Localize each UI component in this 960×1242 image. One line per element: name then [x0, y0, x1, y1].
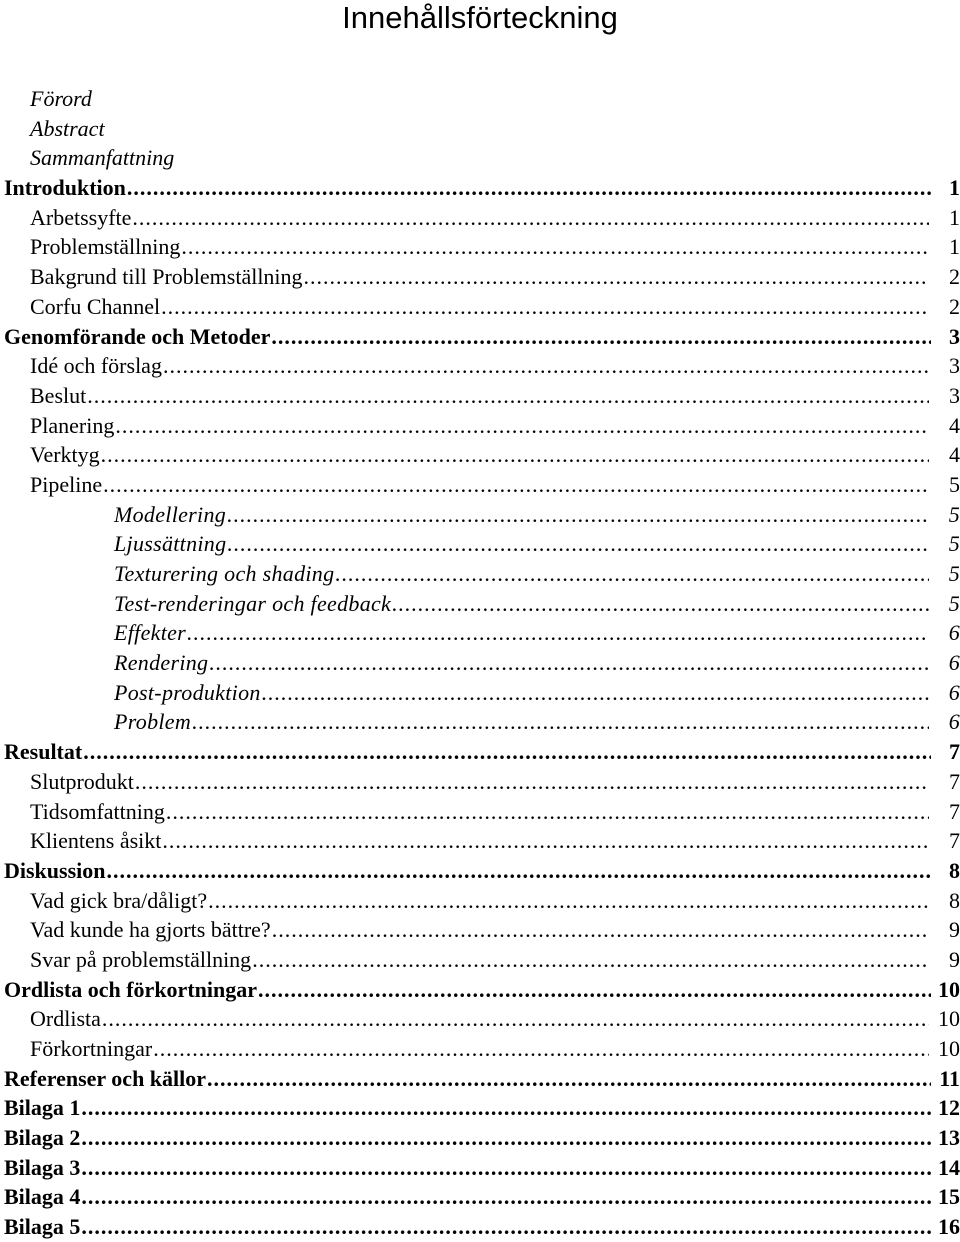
toc-subsection-entry[interactable] — [0, 618, 960, 648]
toc-page-number: 3 — [949, 382, 960, 408]
toc-page-number: 1 — [949, 175, 960, 201]
toc-dot-leader — [81, 1123, 931, 1153]
toc-chapter-entry[interactable] — [0, 1153, 960, 1183]
toc-section-entry[interactable] — [0, 945, 960, 975]
toc-entry-label: Klientens åsikt — [30, 828, 162, 854]
toc-entry-label: Test-renderingar och feedback — [114, 590, 392, 616]
toc-dot-leader — [101, 440, 929, 470]
toc-entry-label: Idé och förslag — [30, 353, 162, 379]
toc-dot-leader — [161, 292, 929, 322]
toc-dot-leader — [115, 411, 929, 441]
toc-entry-label: Sammanfattning — [30, 145, 175, 171]
toc-dot-leader — [107, 856, 931, 886]
toc-entry-label: Corfu Channel — [30, 293, 161, 319]
toc-section-entry[interactable] — [0, 232, 960, 262]
toc-dot-leader — [192, 707, 929, 737]
toc-section-entry[interactable] — [0, 440, 960, 470]
toc-page-number: 2 — [949, 293, 960, 319]
toc-entry-label: Rendering — [114, 650, 209, 676]
toc-page-number: 4 — [949, 412, 960, 438]
toc-page-number: 10 — [938, 1006, 960, 1032]
toc-page-number: 6 — [948, 620, 960, 646]
toc-chapter-entry[interactable] — [0, 173, 960, 203]
toc-entry-label: Tidsomfattning — [30, 798, 165, 824]
toc-entry-label: Ljussättning — [114, 531, 227, 557]
toc-page-number: 8 — [949, 887, 960, 913]
toc-dot-leader — [304, 262, 929, 292]
toc-page-number: 7 — [949, 739, 960, 765]
toc-entry-label: Bilaga 4 — [4, 1184, 81, 1210]
toc-section-entry[interactable] — [0, 915, 960, 945]
toc-dot-leader — [103, 470, 929, 500]
toc-section-entry[interactable] — [0, 381, 960, 411]
toc-entry-label: Referenser och källor — [4, 1065, 207, 1091]
toc-page-number: 9 — [949, 917, 960, 943]
toc-page-number: 6 — [948, 650, 960, 676]
toc-page-number: 4 — [949, 442, 960, 468]
toc-page-number: 5 — [948, 501, 960, 527]
toc-dot-leader — [392, 589, 929, 619]
toc-page-number: 8 — [949, 857, 960, 883]
toc-section-entry[interactable] — [0, 411, 960, 441]
toc-page-number: 3 — [949, 353, 960, 379]
toc-entry-label: Bilaga 3 — [4, 1154, 81, 1180]
table-of-contents — [0, 84, 960, 1242]
toc-dot-leader — [162, 826, 929, 856]
toc-entry-label: Resultat — [4, 739, 83, 765]
toc-front-matter-item[interactable] — [0, 84, 960, 114]
toc-page-number: 3 — [949, 323, 960, 349]
toc-dot-leader — [187, 618, 929, 648]
toc-section-entry[interactable] — [0, 292, 960, 322]
toc-section-entry[interactable] — [0, 826, 960, 856]
toc-chapter-entry[interactable] — [0, 737, 960, 767]
toc-page-number: 14 — [938, 1154, 960, 1180]
toc-page-number: 12 — [938, 1095, 960, 1121]
toc-entry-label: Bilaga 1 — [4, 1095, 81, 1121]
toc-dot-leader — [127, 173, 931, 203]
toc-dot-leader — [81, 1182, 931, 1212]
toc-page-number: 16 — [938, 1214, 960, 1240]
toc-front-matter-item[interactable] — [0, 143, 960, 173]
toc-dot-leader — [208, 886, 929, 916]
toc-entry-label: Ordlista — [30, 1006, 101, 1032]
toc-entry-label: Svar på problemställning — [30, 946, 252, 972]
toc-dot-leader — [166, 797, 929, 827]
toc-dot-leader — [227, 529, 929, 559]
toc-page-number: 5 — [948, 531, 960, 557]
toc-dot-leader — [271, 322, 931, 352]
toc-dot-leader — [262, 678, 929, 708]
toc-dot-leader — [258, 975, 931, 1005]
toc-entry-label: Modellering — [114, 501, 227, 527]
toc-entry-label: Problem — [114, 709, 192, 735]
toc-front-matter-item[interactable] — [0, 114, 960, 144]
toc-page-number: 15 — [938, 1184, 960, 1210]
toc-section-entry[interactable] — [0, 1004, 960, 1034]
toc-page-number: 7 — [949, 828, 960, 854]
toc-subsection-entry[interactable] — [0, 559, 960, 589]
toc-chapter-entry[interactable] — [0, 975, 960, 1005]
toc-dot-leader — [335, 559, 929, 589]
toc-chapter-entry[interactable] — [0, 1064, 960, 1094]
toc-dot-leader — [163, 351, 929, 381]
toc-entry-label: Vad gick bra/dåligt? — [30, 887, 208, 913]
toc-section-entry[interactable] — [0, 797, 960, 827]
toc-page-number: 1 — [949, 234, 960, 260]
toc-section-entry[interactable] — [0, 886, 960, 916]
toc-subsection-entry[interactable] — [0, 529, 960, 559]
toc-subsection-entry[interactable] — [0, 678, 960, 708]
toc-dot-leader — [135, 767, 929, 797]
toc-section-entry[interactable] — [0, 767, 960, 797]
toc-entry-label: Texturering och shading — [114, 561, 335, 586]
toc-subsection-entry[interactable] — [0, 589, 960, 619]
toc-section-entry[interactable] — [0, 203, 960, 233]
toc-dot-leader — [252, 945, 929, 975]
toc-subsection-entry[interactable] — [0, 648, 960, 678]
toc-page-number: 6 — [948, 679, 960, 705]
toc-dot-leader — [209, 648, 929, 678]
toc-entry-label: Introduktion — [4, 175, 126, 201]
toc-page-number: 13 — [938, 1125, 960, 1151]
toc-entry-label: Genomförande och Metoder — [4, 323, 271, 349]
toc-section-entry[interactable] — [0, 1034, 960, 1064]
toc-dot-leader — [81, 1212, 931, 1242]
toc-section-entry[interactable] — [0, 470, 960, 500]
toc-entry-label: Diskussion — [4, 857, 106, 883]
toc-entry-label: Beslut — [30, 382, 87, 408]
toc-entry-label: Bilaga 5 — [4, 1214, 81, 1240]
toc-page-number: 7 — [949, 768, 960, 794]
toc-section-entry[interactable] — [0, 351, 960, 381]
toc-page-number: 1 — [949, 204, 960, 230]
toc-entry-label: Slutprodukt — [30, 768, 134, 794]
toc-entry-label: Post-produktion — [114, 679, 261, 705]
toc-entry-label: Förkortningar — [30, 1036, 153, 1061]
toc-page-number: 5 — [948, 590, 960, 616]
toc-dot-leader — [87, 381, 929, 411]
toc-entry-label: Planering — [30, 412, 115, 438]
page-title: Innehållsförteckning — [342, 0, 618, 35]
toc-entry-label: Bakgrund till Problemställning — [30, 264, 303, 290]
toc-chapter-entry[interactable] — [0, 1182, 960, 1212]
toc-entry-label: Arbetssyfte — [30, 204, 132, 230]
toc-entry-label: Pipeline — [30, 471, 103, 497]
toc-page-number: 5 — [949, 471, 960, 497]
toc-dot-leader — [81, 1153, 931, 1183]
toc-subsection-entry[interactable] — [0, 500, 960, 530]
toc-entry-label: Förord — [30, 86, 92, 111]
toc-chapter-entry[interactable] — [0, 856, 960, 886]
toc-entry-label: Abstract — [30, 115, 105, 141]
toc-dot-leader — [83, 737, 931, 767]
toc-dot-leader — [81, 1093, 931, 1123]
toc-entry-label: Ordlista och förkortningar — [4, 976, 257, 1002]
toc-page-number: 7 — [949, 798, 960, 824]
toc-page-number: 9 — [949, 946, 960, 972]
toc-entry-label: Effekter — [114, 620, 187, 646]
toc-page-number: 10 — [938, 976, 960, 1002]
toc-entry-label: Bilaga 2 — [4, 1125, 81, 1151]
toc-entry-label: Problemställning — [30, 234, 181, 260]
toc-dot-leader — [132, 203, 929, 233]
toc-page-number: 5 — [948, 561, 960, 586]
toc-entry-label: Verktyg — [30, 442, 100, 468]
toc-page-number: 2 — [949, 264, 960, 290]
toc-section-entry[interactable] — [0, 262, 960, 292]
toc-dot-leader — [153, 1034, 929, 1064]
toc-page-number: 6 — [948, 709, 960, 735]
toc-page-number: 11 — [939, 1065, 960, 1091]
toc-page-number: 10 — [938, 1036, 960, 1061]
toc-subsection-entry[interactable] — [0, 707, 960, 737]
toc-dot-leader — [181, 232, 929, 262]
toc-chapter-entry[interactable] — [0, 322, 960, 352]
toc-dot-leader — [227, 500, 929, 530]
toc-entry-label: Vad kunde ha gjorts bättre? — [30, 917, 271, 943]
toc-chapter-entry[interactable] — [0, 1123, 960, 1153]
toc-dot-leader — [102, 1004, 929, 1034]
toc-dot-leader — [207, 1064, 931, 1094]
toc-chapter-entry[interactable] — [0, 1212, 960, 1242]
toc-chapter-entry[interactable] — [0, 1093, 960, 1123]
toc-dot-leader — [272, 915, 929, 945]
